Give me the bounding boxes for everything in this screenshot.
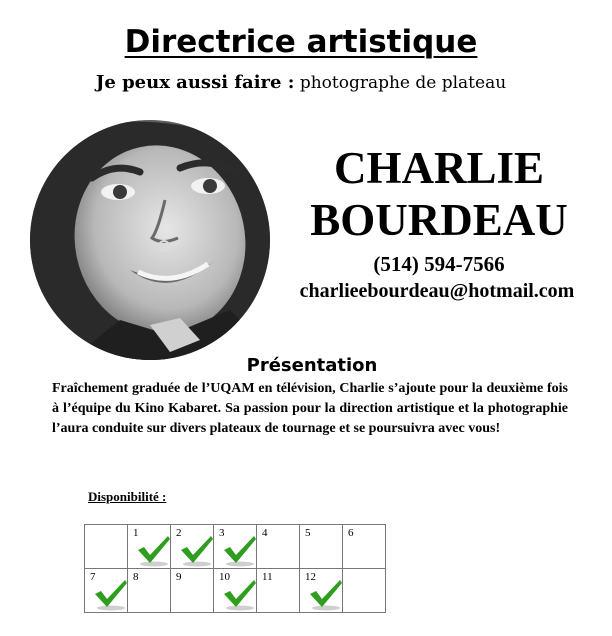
checkmark-icon: [93, 576, 129, 612]
checkmark-icon: [222, 576, 258, 612]
candidate-name: [300, 142, 578, 246]
calendar-cell: [214, 525, 257, 569]
checkmark-icon: [136, 532, 172, 568]
portrait-image: [30, 120, 270, 360]
calendar-day-number: 7: [90, 571, 96, 583]
checkmark-icon: [179, 532, 215, 568]
presentation-heading: Présentation: [246, 355, 378, 376]
calendar-row: [85, 569, 386, 613]
profile-photo: [30, 120, 270, 360]
calendar-day-number: 6: [348, 527, 354, 539]
calendar-cell: [300, 525, 343, 569]
calendar-cell: [85, 525, 128, 569]
calendar-cell: [257, 569, 300, 613]
calendar-day-number: 10: [219, 571, 230, 583]
calendar-cell: [343, 525, 386, 569]
calendar-day-number: 8: [133, 571, 139, 583]
calendar-cell: [214, 569, 257, 613]
page-title: [0, 22, 602, 62]
checkmark-icon: [222, 532, 258, 568]
calendar-row: [85, 525, 386, 569]
calendar-cell: [257, 525, 300, 569]
presentation-text: Fraîchement graduée de l’UQAM en télévision, Charlie s’ajoute pour la deuxième fois à l’équipe du Kino Kabaret. Sa passion pour la direction artistique et la photographie l’aura conduite sur divers plateaux de tournage et se poursuivra avec vous!: [52, 381, 568, 436]
calendar-cell: [300, 569, 343, 613]
email-address: charlieebourdeau@hotmail.com: [299, 280, 575, 302]
last-name: BOURDEAU: [310, 195, 568, 245]
first-name: CHARLIE: [333, 143, 545, 193]
availability-label: Disponibilité :: [88, 489, 167, 504]
calendar-day-number: 3: [219, 527, 225, 539]
calendar-day-number: 12: [305, 571, 316, 583]
calendar-cell: [343, 569, 386, 613]
availability-calendar: [84, 524, 386, 613]
calendar-cell: [128, 569, 171, 613]
calendar-cell: [171, 569, 214, 613]
calendar-day-number: 2: [176, 527, 182, 539]
calendar-day-number: 5: [305, 527, 311, 539]
phone-number: (514) 594-7566: [373, 252, 505, 276]
title-text: Directrice artistique: [124, 24, 478, 60]
subtitle-lead: Je peux aussi faire :: [95, 72, 295, 93]
checkmark-icon: [308, 576, 344, 612]
calendar-day-number: 9: [176, 571, 182, 583]
calendar-cell: [128, 525, 171, 569]
calendar-day-number: 1: [133, 527, 139, 539]
calendar-cell: [171, 525, 214, 569]
subtitle-rest: photographe de plateau: [299, 73, 507, 93]
subtitle: [0, 72, 602, 94]
calendar-day-number: 4: [262, 527, 268, 539]
calendar-day-number: 11: [262, 571, 273, 583]
calendar-cell: [85, 569, 128, 613]
